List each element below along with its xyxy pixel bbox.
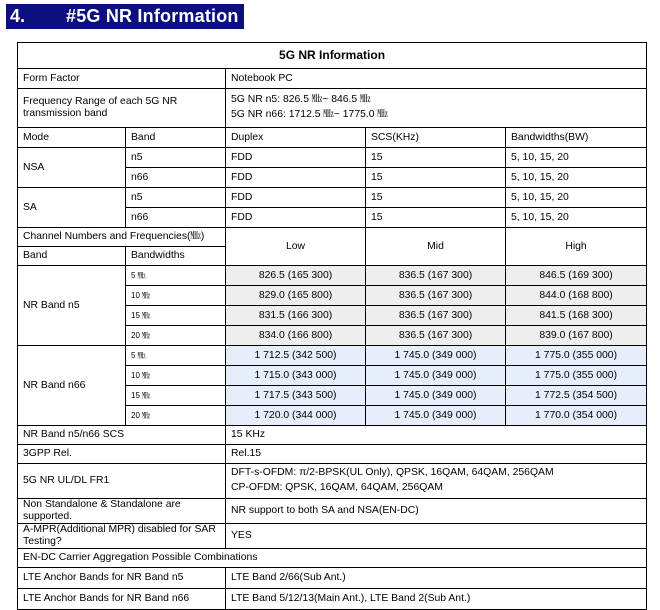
bw-cell: 5 ㎒: [126, 346, 226, 366]
ampr-value: YES: [226, 524, 647, 549]
duplex-cell: FDD: [226, 208, 366, 228]
bw-cell: 20 ㎒: [126, 406, 226, 426]
freq-range-label: Frequency Range of each 5G NR transmission band: [18, 89, 226, 128]
table-row: [18, 346, 647, 366]
low-cell: 831.5 (166 300): [226, 306, 366, 326]
ampr-label: A-MPR(Additional MPR) disabled for SAR Testing?: [18, 524, 226, 549]
bw-cell: 20 ㎒: [126, 326, 226, 346]
low-cell: 1 715.0 (343 000): [226, 366, 366, 386]
high-cell: 841.5 (168 300): [506, 306, 647, 326]
col-header: SCS(KHz): [366, 128, 506, 148]
high-cell: 1 770.0 (354 000): [506, 406, 647, 426]
bw-cell: 5, 10, 15, 20: [506, 208, 647, 228]
form-factor-label: Form Factor: [18, 69, 226, 89]
high-cell: 839.0 (167 800): [506, 326, 647, 346]
mid-cell: 1 745.0 (349 000): [366, 366, 506, 386]
mid-cell: 836.5 (167 300): [366, 326, 506, 346]
lte-n5-label: LTE Anchor Bands for NR Band n5: [18, 568, 226, 589]
fr1-label: 5G NR UL/DL FR1: [18, 464, 226, 499]
col-header-band: Band: [18, 247, 126, 266]
low-cell: 1 717.5 (343 500): [226, 386, 366, 406]
mid-cell: 836.5 (167 300): [366, 266, 506, 286]
section-title: #5G NR Information: [66, 6, 239, 26]
col-header-mid: Mid: [366, 228, 506, 266]
table-row: [18, 89, 647, 128]
mid-cell: 836.5 (167 300): [366, 306, 506, 326]
fr1-line2: CP-OFDM: QPSK, 16QAM, 64QAM, 256QAM: [231, 482, 443, 493]
band-cell: n66: [126, 168, 226, 188]
form-factor-value: Notebook PC: [226, 69, 647, 89]
mode-cell: NSA: [18, 148, 126, 188]
table-row: [18, 445, 647, 464]
rel-label: 3GPP Rel.: [18, 445, 226, 464]
channel-header-label: Channel Numbers and Frequencies(㎒): [18, 228, 226, 247]
high-cell: 1 775.0 (355 000): [506, 346, 647, 366]
low-cell: 1 712.5 (342 500): [226, 346, 366, 366]
freq-range-n66: 5G NR n66: 1712.5 ㎒~ 1775.0 ㎒: [231, 109, 388, 120]
bw-cell: 10 ㎒: [126, 366, 226, 386]
high-cell: 844.0 (168 800): [506, 286, 647, 306]
scs-value: 15 KHz: [226, 426, 647, 445]
lte-n66-label: LTE Anchor Bands for NR Band n66: [18, 589, 226, 610]
scs-cell: 15: [366, 148, 506, 168]
col-header-bandwidths: Bandwidths: [126, 247, 226, 266]
low-cell: 829.0 (165 800): [226, 286, 366, 306]
lte-n5-value: LTE Band 2/66(Sub Ant.): [226, 568, 647, 589]
bw-cell: 5, 10, 15, 20: [506, 168, 647, 188]
high-cell: 1 775.0 (355 000): [506, 366, 647, 386]
col-header: Band: [126, 128, 226, 148]
table-row: [18, 148, 647, 168]
table-row: [18, 549, 647, 568]
fr1-line1: DFT-s-OFDM: π/2-BPSK(UL Only), QPSK, 16QAM, 64QAM, 256QAM: [231, 467, 554, 479]
freq-range-n5: 5G NR n5: 826.5 ㎒~ 846.5 ㎒: [231, 94, 371, 106]
table-row: [18, 69, 647, 89]
col-header: Bandwidths(BW): [506, 128, 647, 148]
band-cell: n66: [126, 208, 226, 228]
table-row: [18, 426, 647, 445]
bw-cell: 5, 10, 15, 20: [506, 148, 647, 168]
low-cell: 1 720.0 (344 000): [226, 406, 366, 426]
section-heading: [6, 4, 244, 29]
mode-header-row: [18, 128, 647, 148]
mid-cell: 1 745.0 (349 000): [366, 346, 506, 366]
scs-cell: 15: [366, 188, 506, 208]
col-header-low: Low: [226, 228, 366, 266]
bw-cell: 5 ㎒: [126, 266, 226, 286]
bw-cell: 15 ㎒: [126, 306, 226, 326]
freq-range-value: [226, 89, 647, 128]
table-row: [18, 568, 647, 589]
table-row: [18, 524, 647, 549]
col-header: Duplex: [226, 128, 366, 148]
table-row: [18, 499, 647, 524]
col-header: Mode: [18, 128, 126, 148]
bw-cell: 15 ㎒: [126, 386, 226, 406]
high-cell: 846.5 (169 300): [506, 266, 647, 286]
mid-cell: 1 745.0 (349 000): [366, 386, 506, 406]
nsa-sa-value: NR support to both SA and NSA(EN-DC): [226, 499, 647, 524]
nr-info-table: [17, 42, 647, 610]
table-row: [18, 266, 647, 286]
mid-cell: 836.5 (167 300): [366, 286, 506, 306]
table-title: 5G NR Information: [18, 43, 647, 69]
col-header-high: High: [506, 228, 647, 266]
duplex-cell: FDD: [226, 168, 366, 188]
high-cell: 1 772.5 (354 500): [506, 386, 647, 406]
bw-cell: 10 ㎒: [126, 286, 226, 306]
section-number: 4.: [10, 6, 26, 26]
table-row: [18, 464, 647, 499]
scs-cell: 15: [366, 168, 506, 188]
low-cell: 834.0 (166 800): [226, 326, 366, 346]
band-cell: n5: [126, 188, 226, 208]
channel-header-row: [18, 228, 647, 247]
channel-band-cell: NR Band n5: [18, 266, 126, 346]
duplex-cell: FDD: [226, 188, 366, 208]
mid-cell: 1 745.0 (349 000): [366, 406, 506, 426]
rel-value: Rel.15: [226, 445, 647, 464]
scs-label: NR Band n5/n66 SCS: [18, 426, 226, 445]
endc-label: EN-DC Carrier Aggregation Possible Combinations: [18, 549, 647, 568]
table-row: [18, 188, 647, 208]
lte-n66-value: LTE Band 5/12/13(Main Ant.), LTE Band 2(Sub Ant.): [226, 589, 647, 610]
nsa-sa-label: Non Standalone & Standalone are supported.: [18, 499, 226, 524]
bw-cell: 5, 10, 15, 20: [506, 188, 647, 208]
low-cell: 826.5 (165 300): [226, 266, 366, 286]
channel-band-cell: NR Band n66: [18, 346, 126, 426]
duplex-cell: FDD: [226, 148, 366, 168]
mode-cell: SA: [18, 188, 126, 228]
band-cell: n5: [126, 148, 226, 168]
table-row: [18, 589, 647, 610]
scs-cell: 15: [366, 208, 506, 228]
fr1-value: [226, 464, 647, 499]
